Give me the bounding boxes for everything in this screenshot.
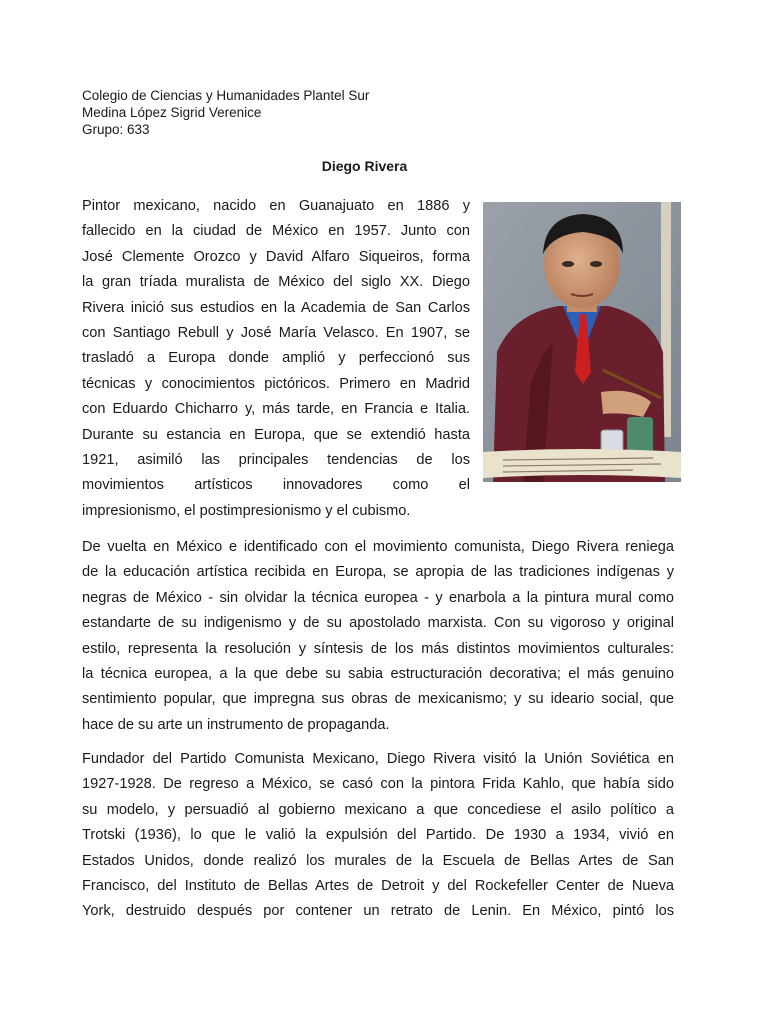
paragraph-line: impresionismo, el postimpresionismo y el cubismo. xyxy=(82,502,411,519)
paragraph-line: la técnica europea, a la que debe su sabia estructuración decorativa; el más genuino xyxy=(82,666,674,683)
paragraph-line: negras de México - sin olvidar la técnica europea - y enarbola a la pintura mural como xyxy=(82,589,674,606)
document-header xyxy=(82,87,369,138)
paragraph-line: Estados Unidos, donde realizó los murales de la Escuela de Bellas Artes de San xyxy=(82,852,674,869)
paragraph-line: con Santiago Rebull y José María Velasco. En 1907, se xyxy=(82,325,470,342)
school-name: Colegio de Ciencias y Humanidades Plantel Sur xyxy=(82,88,370,103)
paragraph-line: estilo, representa la resolución y síntesis de los más distintos movimientos culturales: xyxy=(82,640,674,657)
paragraph-line: Durante su estancia en Europa, que se extendió hasta xyxy=(82,426,470,443)
paragraph-line: Fundador del Partido Comunista Mexicano, Diego Rivera visitó la Unión Soviética en xyxy=(82,751,674,767)
paragraph-line: York, destruido después por contener un retrato de Lenin. En México, pintó los xyxy=(82,903,674,920)
paragraph-line: con Eduardo Chicharro y, más tarde, en Francia e Italia. xyxy=(82,401,470,418)
paragraph-3 xyxy=(82,747,674,925)
paragraph-line: 1921, asimiló las principales tendencias de los xyxy=(82,452,470,469)
paragraph-line: trasladó a Europa donde amplió y perfeccionó sus xyxy=(82,350,470,367)
student-name: Medina López Sigrid Verenice xyxy=(82,105,262,120)
paragraph-line: José Clemente Orozco y David Alfaro Siqueiros, forma xyxy=(82,248,470,265)
paragraph-line: estandarte de su indigenismo y de su apostolado marxista. Con su vigoroso y original xyxy=(82,615,674,632)
paragraph-line: Francisco, del Instituto de Bellas Artes de Detroit y del Rockefeller Center de Nueva xyxy=(82,878,674,895)
paragraph-line: técnicas y conocimientos pictóricos. Primero en Madrid xyxy=(82,375,470,392)
portrait-image xyxy=(483,202,681,482)
group-label: Grupo: 633 xyxy=(82,122,150,137)
paragraph-1 xyxy=(82,194,470,524)
paragraph-line: fallecido en la ciudad de México en 1957. Junto con xyxy=(82,223,470,240)
paragraph-line: hace de su arte un instrumento de propaganda. xyxy=(82,716,390,733)
document-title: Diego Rivera xyxy=(321,158,408,174)
portrait-painting xyxy=(483,202,681,482)
paragraph-line: Rivera inició sus estudios en la Academia de San Carlos xyxy=(82,299,470,316)
paragraph-line: 1927-1928. De regreso a México, se casó con la pintora Frida Kahlo, que había sido xyxy=(82,776,674,793)
paragraph-line: sentimiento popular, que impregna sus obras de mexicanismo; y su ideario social, que xyxy=(82,691,674,708)
paragraph-line: su modelo, y persuadió al gobierno mexicano a que concediese el asilo político a xyxy=(82,801,674,818)
paragraph-line: de la educación artística recibida en Europa, se apropia de las tradiciones indígenas y xyxy=(82,564,674,581)
paragraph-2 xyxy=(82,535,674,738)
paragraph-line: De vuelta en México e identificado con el movimiento comunista, Diego Rivera reniega xyxy=(82,539,674,555)
paragraph-line: movimientos artísticos innovadores como el xyxy=(82,477,470,494)
paragraph-line: la gran tríada muralista de México del siglo XX. Diego xyxy=(82,274,470,291)
paragraph-line: Pintor mexicano, nacido en Guanajuato en 1886 y xyxy=(82,198,470,214)
paragraph-line: Trotski (1936), lo que le valió la expulsión del Partido. De 1930 a 1934, vivió en xyxy=(82,827,674,844)
